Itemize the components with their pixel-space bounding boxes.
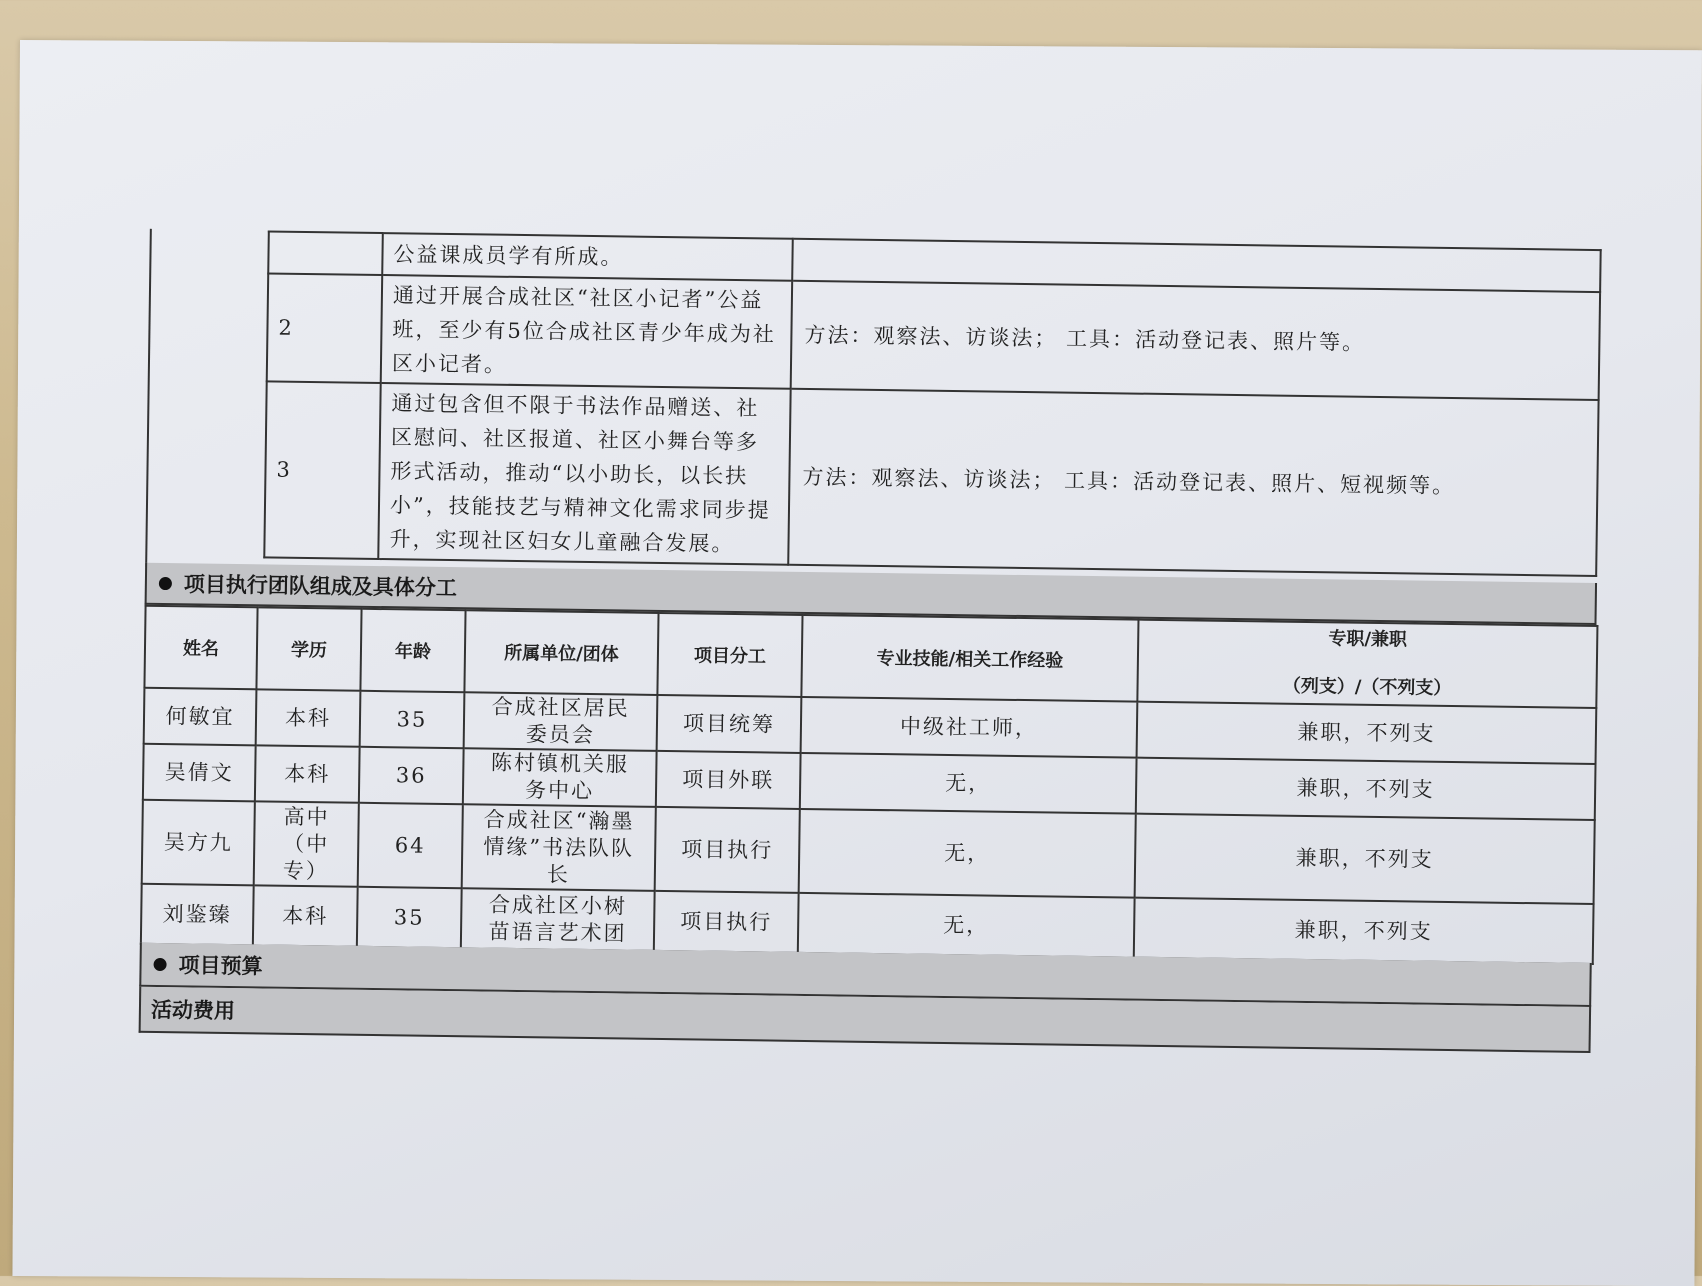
eval-goal: 公益课成员学有所成。 [382,233,793,281]
header-age: 年龄 [360,609,465,692]
eval-goal: 通过开展合成社区“社区小记者”公益班，至少有5位合成社区青少年成为社区小记者。 [381,275,792,389]
eval-row [267,273,1600,400]
team-table [140,605,1599,965]
eval-row [264,381,1598,576]
member-name: 何敏宜 [144,688,257,746]
member-role: 项目统筹 [657,695,802,753]
member-name: 刘鉴臻 [141,884,254,946]
header-skill: 专业技能/相关工作经验 [801,615,1138,702]
member-fulltime: 兼职，不列支 [1136,758,1596,820]
member-fulltime: 兼职，不列支 [1135,814,1595,904]
member-education: 高中（中专） [254,801,359,886]
budget-activity-label: 活动费用 [150,997,236,1024]
header-fulltime-line1: 专职/兼职 [1328,628,1408,651]
header-unit: 所属单位/团体 [464,610,658,695]
eval-num: 2 [267,273,382,383]
evaluation-table [263,230,1601,577]
document-content [150,229,1602,1024]
header-role: 项目分工 [657,613,802,697]
eval-method: 方法：观察法、访谈法； 工具：活动登记表、照片等。 [791,281,1600,400]
member-skill: 中级社工师， [801,697,1138,758]
section-budget-title: 项目预算 [178,953,263,979]
header-fulltime [1137,620,1597,708]
member-education: 本科 [255,745,360,802]
member-role: 项目执行 [654,891,799,953]
header-name: 姓名 [144,606,257,690]
eval-num [268,231,383,275]
outer-table-left-border [145,229,152,567]
member-age: 64 [358,803,463,888]
member-unit: 合成社区“瀚墨情缘”书法队队长 [462,804,656,891]
eval-goal: 通过包含但不限于书法作品赠送、社区慰问、社区报道、社区小舞台等多形式活动，推动“以小助长，以长扶小”，技能技艺与精神文化需求同步提升，实现社区妇女儿童融合发展。 [378,383,790,565]
member-age: 35 [357,887,462,948]
section-team-title: 项目执行团队组成及具体分工 [183,572,458,601]
member-fulltime: 兼职，不列支 [1134,898,1594,964]
paper-sheet [12,40,1702,1286]
member-fulltime: 兼职，不列支 [1137,702,1597,764]
header-education: 学历 [256,607,361,690]
eval-method: 方法：观察法、访谈法； 工具：活动登记表、照片、短视频等。 [788,389,1598,576]
member-role: 项目外联 [656,751,801,809]
member-unit: 合成社区居民委员会 [464,692,658,751]
member-age: 35 [360,691,465,748]
member-name: 吴方九 [142,800,255,886]
member-role: 项目执行 [655,807,800,893]
bullet-icon [159,576,172,589]
member-education: 本科 [256,689,361,746]
eval-num: 3 [264,381,380,559]
member-unit: 合成社区小树苗语言艺术团 [461,888,655,951]
member-skill: 无， [798,893,1135,958]
member-skill: 无， [799,809,1136,898]
member-skill: 无， [800,753,1137,814]
member-education: 本科 [253,885,358,946]
member-name: 吴倩文 [143,744,256,802]
member-age: 36 [359,747,464,804]
member-unit: 陈村镇机关服务中心 [463,748,657,807]
bullet-icon [153,957,166,970]
header-fulltime-line2: （列支）/（不列支） [1282,675,1452,700]
